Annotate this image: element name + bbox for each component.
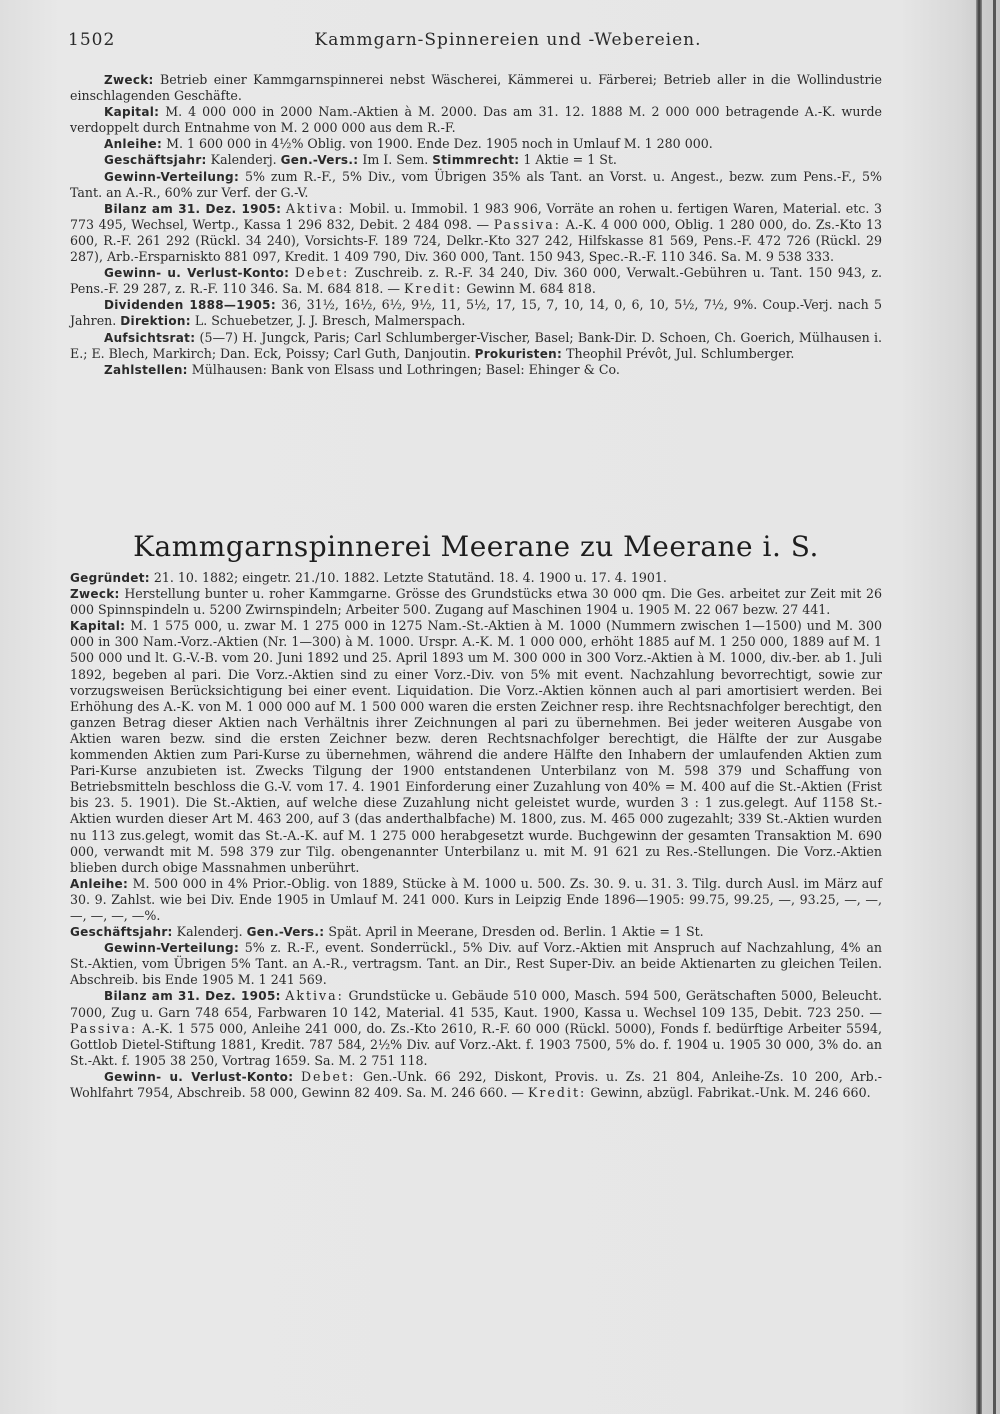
text-anleihe-2: M. 500 000 in 4% Prior.-Oblig. von 1889, Stücke à M. 1000 u. 500. Zs. 30. 9. u. 31. 3. Tilg. durch Ausl. im März auf 30. 9. Zahlst. wie bei Div. Ende 1905 in Umlauf M. 241 000. Kurs in Leipzig Ende 1896—1905: 99.75, 99.25, —, 93.25, —, —, —, —, —, —%. [70, 875, 882, 923]
text-aufsichtsrat: (5—7) H. Jungck, Paris; Carl Schlumberger-Vischer, Basel; Bank-Dir. D. Schoen, Ch. Goerich, Mülhausen i. E.; E. Blech, Markirch; Dan. Eck, Poissy; Carl Guth, Danjoutin. [70, 329, 882, 361]
para-bilanz [70, 201, 882, 265]
para-guv [70, 265, 882, 297]
text-aktiva: Mobil. u. Immobil. 1 983 906, Vorräte an rohen u. fertigen Waren, Material. etc. 3 773 495, Wechsel, Wertp., Kassa 1 296 832, Debit. 2 484 098. — [70, 200, 883, 232]
label-dividenden: Dividenden 1888—1905: [104, 298, 276, 313]
text-gewinn: 5% zum R.-F., 5% Div., vom Übrigen 35% als Tant. an Vorst. u. Angest., bezw. zum Pens.-F., 5% Tant. an A.-R., 60% zur Verf. der G.-V. [70, 168, 882, 200]
label-stimmrecht: Stimmrecht: [432, 153, 520, 168]
text-kredit: Gewinn M. 684 818. [466, 281, 596, 297]
text-gv-2: Spät. April in Meerane, Dresden od. Berlin. 1 Aktie = 1 St. [328, 924, 704, 940]
label-gewinn-2: Gewinn-Verteilung: [104, 941, 240, 956]
text-kapital: M. 4 000 000 in 2000 Nam.-Aktien à M. 2000. Das am 31. 12. 1888 M. 2 000 000 betragende A.-K. wurde verdoppelt durch Entnahme von M. 2 000 000 aus dem R.-F. [70, 104, 882, 136]
word-passiva-2: Passiva: [70, 1020, 138, 1036]
text-debet: Zuschreib. z. R.-F. 34 240, Div. 360 000, Verwalt.-Gebühren u. Tant. 150 943, z. Pens.-F. 29 287, z. R.-F. 110 346. Sa. M. 684 818. — [70, 265, 882, 297]
label-guv-2: Gewinn- u. Verlust-Konto: [104, 1069, 294, 1084]
para-zweck-2 [70, 586, 882, 618]
text-zweck-2: Herstellung bunter u. roher Kammgarne. Grösse des Grundstücks etwa 30 000 qm. Die Ges. arbeitet zur Zeit mit 26 000 Spinnspindeln u. 5200 Zwirnspindeln; Arbeiter 500. Zugang auf Maschinen 1904 u. 1905 M. 22 067 bezw. 27 441. [70, 586, 882, 618]
word-debet-2: Debet: [300, 1068, 356, 1084]
para-guv-2 [70, 1069, 882, 1101]
entry-previous-company [70, 72, 882, 378]
para-kapital [70, 104, 882, 136]
text-kredit-2: Gewinn, abzügl. Fabrikat.-Unk. M. 246 660. [590, 1085, 871, 1100]
label-gewinn: Gewinn-Verteilung: [104, 169, 240, 184]
label-gj: Geschäftsjahr: [104, 153, 207, 168]
label-aufsichtsrat: Aufsichtsrat: [104, 330, 196, 345]
label-gegruendet: Gegründet: [70, 571, 150, 585]
label-kapital: Kapital: [104, 105, 160, 120]
text-zahlstellen: Mülhausen: Bank von Elsass und Lothringen; Basel: Ehinger & Co. [191, 361, 620, 377]
label-zweck-2: Zweck: [70, 587, 120, 602]
label-guv: Gewinn- u. Verlust-Konto: [104, 266, 290, 281]
label-gv: Gen.-Vers.: [280, 153, 359, 168]
entry-kammgarnspinnerei-meerane [70, 570, 882, 1101]
para-geschaeftsjahr-2 [70, 924, 882, 940]
para-anleihe-2 [70, 876, 882, 924]
company-title: Kammgarnspinnerei Meerane zu Meerane i. S. [133, 530, 819, 563]
text-stimmrecht: 1 Aktie = 1 St. [523, 152, 617, 168]
label-anleihe-2: Anleihe: [70, 876, 129, 891]
page-number: 1502 [68, 30, 116, 50]
para-gewinn [70, 169, 882, 201]
para-anleihe [70, 136, 882, 152]
page-header [68, 30, 948, 58]
label-zahlstellen: Zahlstellen: [104, 362, 188, 377]
word-kredit: Kredit: [404, 281, 463, 297]
text-prokuristen: Theophil Prévôt, Jul. Schlumberger. [566, 345, 795, 361]
label-anleihe: Anleihe: [104, 137, 163, 152]
label-zweck: Zweck: [104, 73, 154, 87]
para-geschaeftsjahr [70, 152, 882, 168]
text-anleihe: M. 1 600 000 in 4½% Oblig. von 1900. Ende Dez. 1905 noch in Umlauf M. 1 280 000. [166, 136, 713, 152]
label-gj-2: Geschäftsjahr: [70, 925, 173, 940]
para-aufsichtsrat [70, 330, 882, 362]
running-title: Kammgarn-Spinnereien und -Webereien. [314, 30, 702, 50]
text-kapital-2: M. 1 575 000, u. zwar M. 1 275 000 in 1275 Nam.-St.-Aktien à M. 1000 (Nummern zwischen 1—1500) und M. 300 000 in 300 Nam.-Vorz.-Aktien (Nr. 1—300) à M. 1000. Urspr. A.-K. M. 1 000 000, erhöht 1885 auf M. 1 250 000, 1889 auf M. 1 500 000 und lt. G.-V.-B. vom 20. Juni 1892 und 25. April 1893 um M. 300 000 in 300 Vorz.-Aktien à M. 1000, div.-ber. ab 1. Juli 1892, begeben al pari. Die Vorz.-Aktien sind zu einer Vorz.-Div. von 5% mit event. Nachzahlung bevorrechtigt, sowie zur vorzugsweisen Berücksichtigung bei einer event. Liquidation. Die Vorz.-Aktien können auch al pari amortisiert werden. Bei Erhöhung des A.-K. von M. 1 000 000 auf M. 1 500 000 waren die ersten Zeichner resp. ihre Rechtsnachfolger berechtigt, den ganzen Betrag dieser Aktien nach Verhältnis ihrer Zeichnungen al pari zu übernehmen. Bei jeder weiteren Ausgabe von Aktien waren bezw. sind die ersten Zeichner bezw. deren Rechtsnachfolger berechtigt, die Hälfte der zur Ausgabe kommenden Aktien zum Pari-Kurse zu übernehmen, während die andere Hälfte den Inhabern der umlaufenden Aktien zum Pari-Kurse anzubieten ist. Zwecks Tilgung der 1900 entstandenen Unterbilanz von M. 598 379 und Schaffung von Betriebsmitteln beschloss die G.-V. vom 17. 4. 1901 Einforderung einer Zuzahlung von 40% = M. 400 auf die St.-Aktien (Frist bis 23. 5. 1901). Die St.-Aktien, auf welche diese Zuzahlung nicht geleistet wurde, wurden 3 : 1 zus.gelegt. Auf 1158 St.-Aktien wurden dieser Art M. 463 200, auf 3 (das anderthalbfache) M. 1800, zus. M. 465 000 zugezahlt; 339 St.-Aktien wurden nu 113 zus.gelegt, womit das St.-A.-K. auf M. 1 275 000 herabgesetzt wurde. Buchgewinn der gesamten Transaktion M. 690 000, verwandt mit M. 598 379 zur Tilg. obengenannter Unterbilanz u. mit M. 91 621 zu Res.-Stellungen. Die Vorz.-Aktien blieben durch obige Massnahmen unberührt. [70, 618, 882, 875]
para-zahlstellen [70, 362, 882, 378]
para-kapital-2 [70, 618, 882, 876]
text-gj-2: Kalenderj. [176, 924, 243, 940]
para-gewinn-2 [70, 940, 882, 988]
para-bilanz-2 [70, 988, 882, 1068]
label-direktion: Direktion: [120, 314, 191, 329]
text-direktion: L. Schuebetzer, J. J. Bresch, Malmerspach. [194, 313, 466, 329]
text-passiva-2: A.-K. 1 575 000, Anleihe 241 000, do. Zs.-Kto 2610, R.-F. 60 000 (Rückl. 5000), Fonds f. bedürftige Arbeiter 5594, Gottlob Dietel-Stiftung 1881, Kredit. 787 584, 2½% Div. auf Vorz.-Akt. f. 1903 7500, 5% do. f. 1904 u. 1905 30 000, 3% do. an St.-Akt. f. 1905 38 250, Vortrag 1659. Sa. M. 2 751 118. [70, 1020, 882, 1068]
text-aktiva-2: Grundstücke u. Gebäude 510 000, Masch. 594 500, Gerätschaften 5000, Beleucht. 7000, Zug u. Garn 748 654, Farbwaren 10 142, Material. 41 535, Kaut. 1900, Kassa u. Wechsel 109 135, Debit. 723 250. — [70, 988, 882, 1020]
label-bilanz-2: Bilanz am 31. Dez. 1905: [104, 989, 281, 1004]
label-kapital-2: Kapital: [70, 619, 126, 634]
text-passiva: A.-K. 4 000 000, Oblig. 1 280 000, do. Zs.-Kto 13 600, R.-F. 261 292 (Rückl. 34 240), Vorsichts-F. 189 724, Delkr.-Kto 327 242, Hilfskasse 81 569, Pens.-F. 472 726 (Rückl. 29 287), Arb.-Ersparniskto 881 097, Kredit. 1 409 790, Div. 360 000, Tant. 150 943, Spec.-R.-F. 110 346. Sa. M. 9 538 333. [70, 216, 882, 265]
book-spine-shadow [976, 0, 982, 1414]
para-gegruendet [70, 570, 882, 586]
label-bilanz: Bilanz am 31. Dez. 1905: [104, 201, 282, 216]
text-gewinn-2: 5% z. R.-F., event. Sonderrückl., 5% Div. auf Vorz.-Aktien mit Anspruch auf Nachzahlung, 4% an St.-Aktien, vom Übrigen 5% Tant. an A.-R., vertragsm. Tant. an Dir., Rest Super-Div. an beide Aktienarten zu gleichen Teilen. Abschreib. bis Ende 1905 M. 1 241 569. [70, 940, 882, 988]
word-debet: Debet: [294, 265, 350, 281]
label-prokuristen: Prokuristen: [474, 346, 563, 361]
text-gj: Kalenderj. [210, 152, 277, 168]
text-gegruendet: 21. 10. 1882; eingetr. 21./10. 1882. Letzte Statutänd. 18. 4. 1900 u. 17. 4. 1901. [153, 570, 667, 585]
book-spine-edge [993, 0, 996, 1414]
word-aktiva: Aktiva: [285, 200, 345, 216]
text-debet-2: Gen.-Unk. 66 292, Diskont, Provis. u. Zs. 21 804, Anleihe-Zs. 10 200, Arb.-Wohlfahrt 7954, Abschreib. 58 000, Gewinn 82 409. Sa. M. 246 660. — [70, 1068, 882, 1100]
text-zweck: Betrieb einer Kammgarnspinnerei nebst Wäscherei, Kämmerei u. Färberei; Betrieb aller in die Wollindustrie einschlagenden Geschäfte. [70, 72, 882, 104]
text-dividenden: 36, 31½, 16½, 6½, 9½, 11, 5½, 17, 15, 7, 10, 14, 0, 6, 10, 5½, 7½, 9%. Coup.-Verj. nach 5 Jahren. [70, 297, 882, 329]
word-aktiva-2: Aktiva: [285, 988, 344, 1004]
para-dividenden [70, 297, 882, 329]
text-gv: Im I. Sem. [362, 152, 429, 168]
word-passiva: Passiva: [493, 216, 561, 232]
para-zweck [70, 72, 882, 104]
label-gv-2: Gen.-Vers.: [246, 925, 325, 940]
word-kredit-2: Kredit: [528, 1085, 587, 1100]
